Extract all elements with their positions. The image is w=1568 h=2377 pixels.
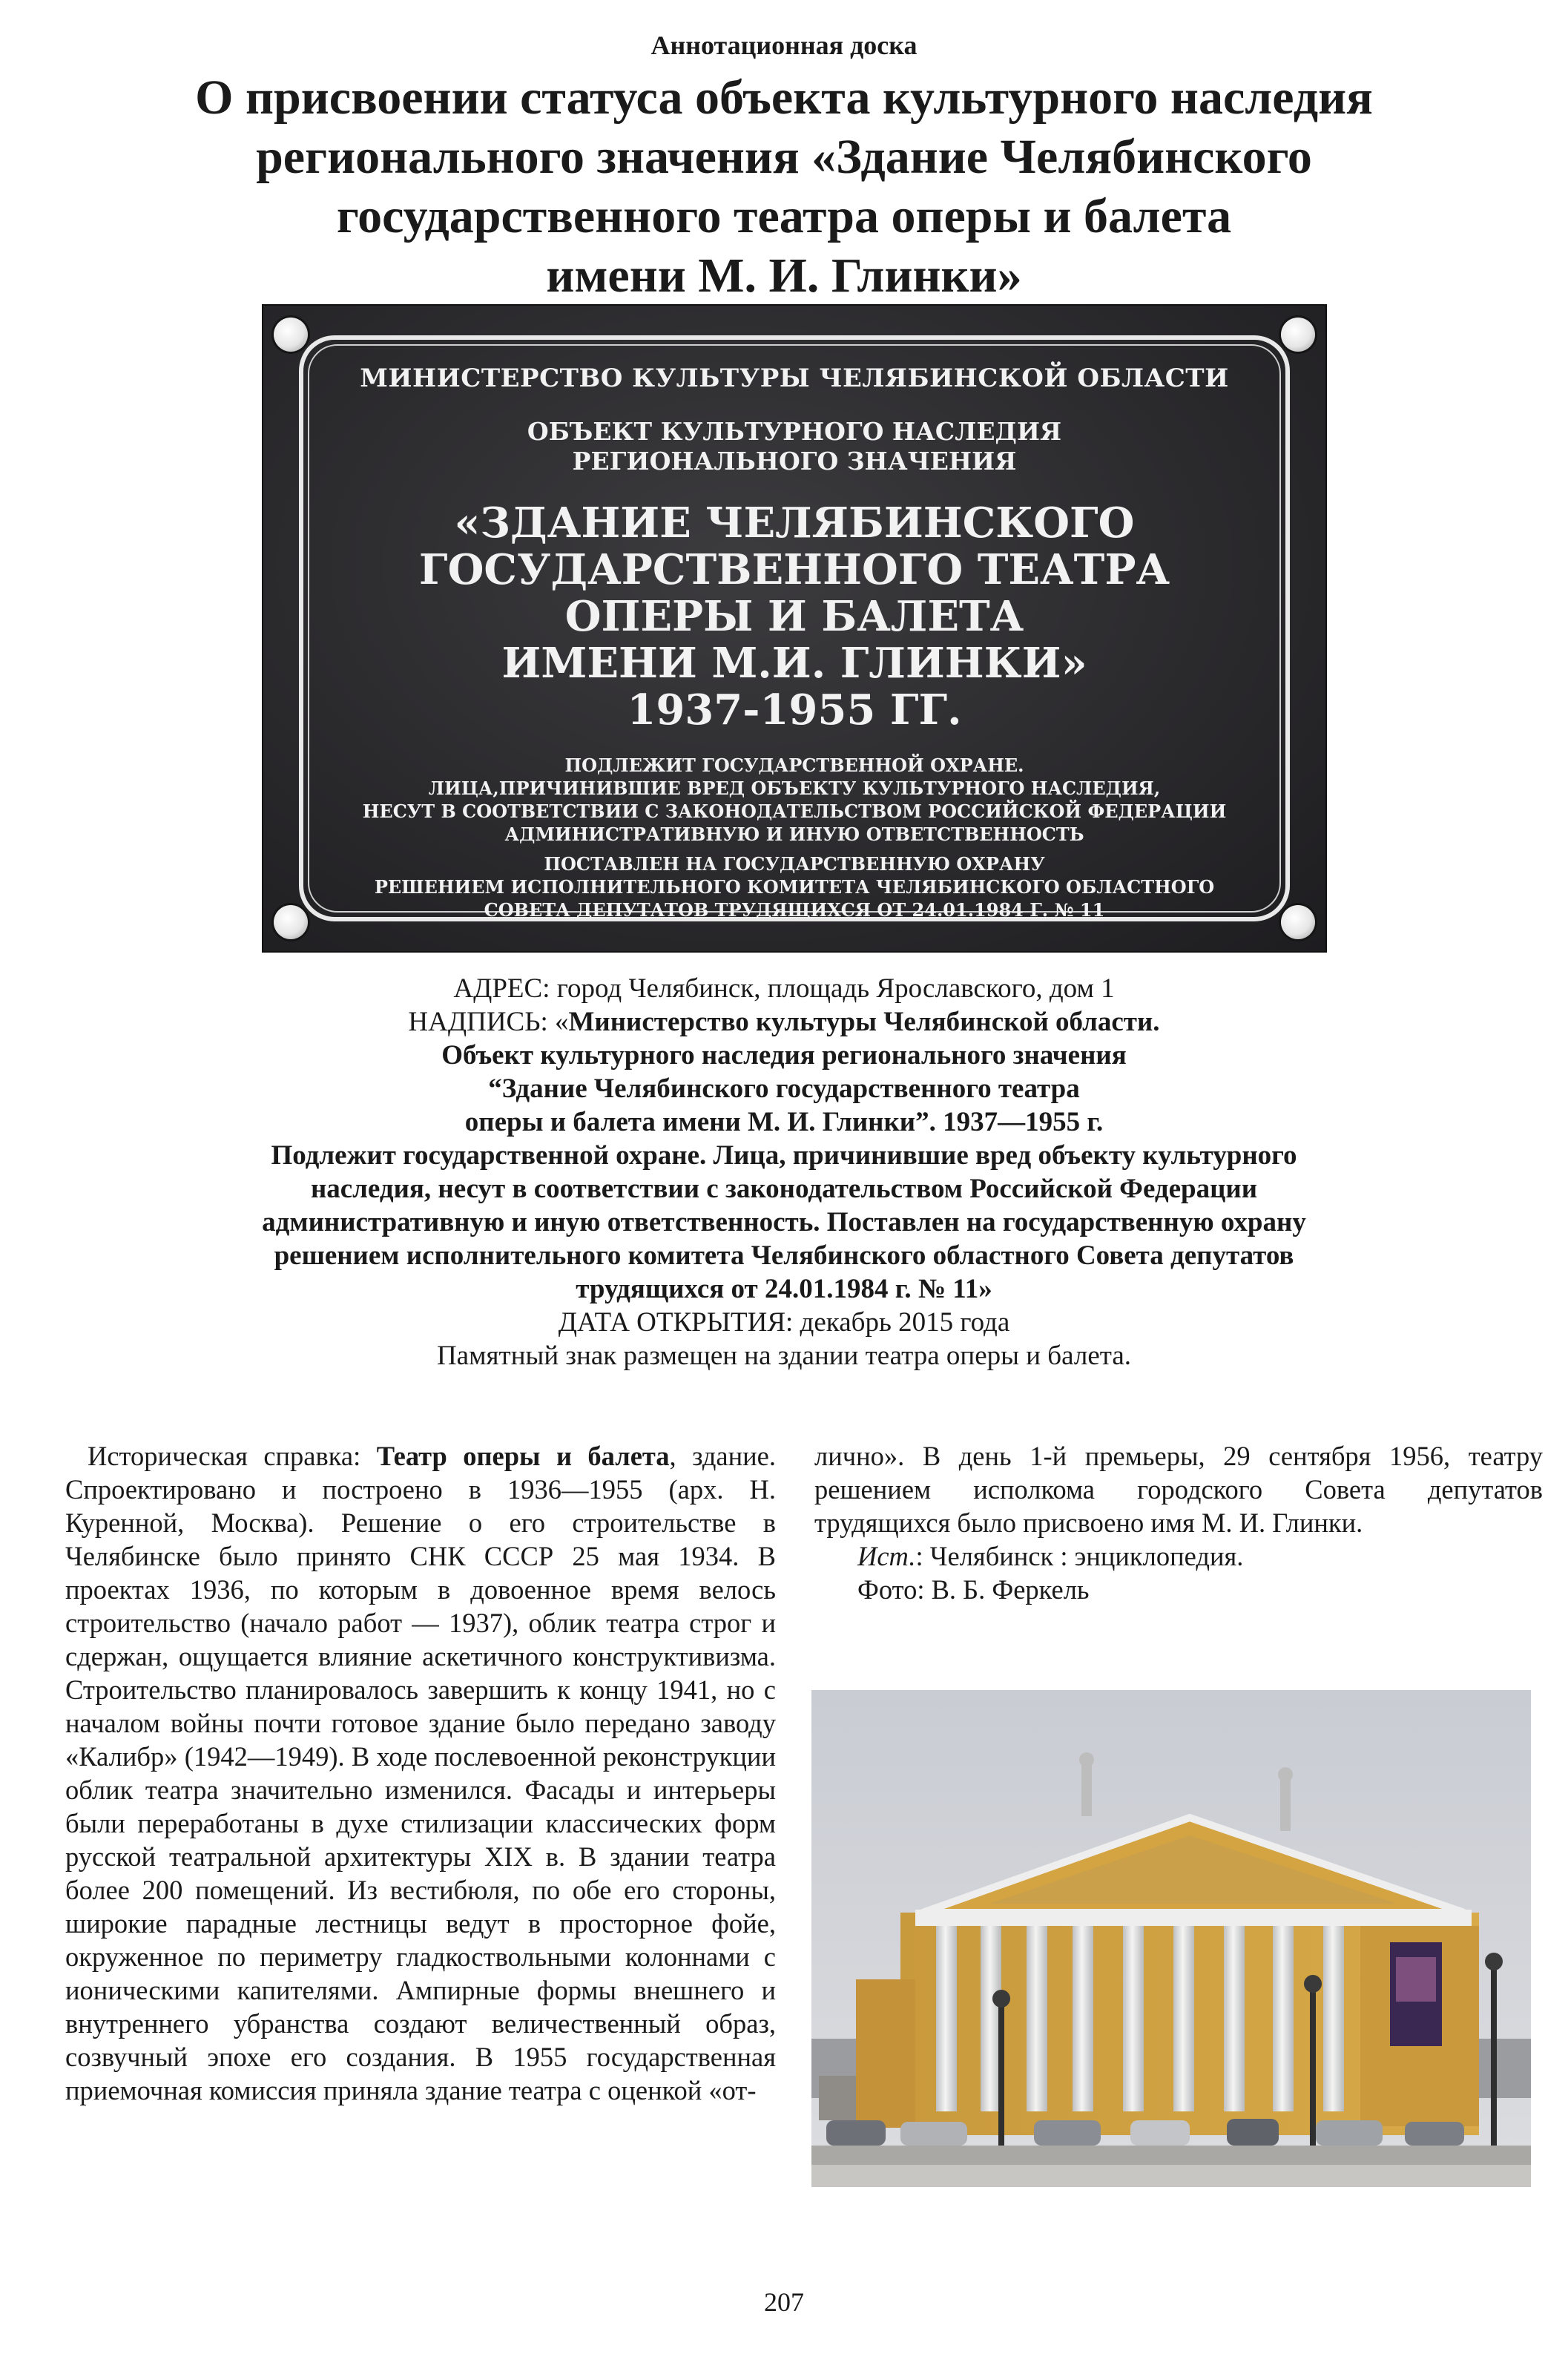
source-text: : Челябинск : энциклопедия. bbox=[915, 1541, 1244, 1571]
inscription-text: Объект культурного наследия регионального значения bbox=[441, 1040, 1127, 1071]
inscription-text: Подлежит государственной охране. Лица, причинившие вред объекту культурного bbox=[271, 1140, 1297, 1171]
photo-credit: Фото: В. Б. Феркель bbox=[857, 1574, 1090, 1605]
theatre-photo bbox=[811, 1690, 1531, 2187]
plaque-small-line: ЛИЦА,ПРИЧИНИВШИЕ ВРЕД ОБЪЕКТУ КУЛЬТУРНОГО НАСЛЕДИЯ, bbox=[428, 777, 1161, 799]
inscription-text: “Здание Челябинского государственного театра bbox=[488, 1074, 1080, 1104]
history-paragraph bbox=[65, 1439, 776, 2107]
history-column-left bbox=[65, 1439, 776, 2107]
plaque-ministry-line: МИНИСТЕРСТВО КУЛЬТУРЫ ЧЕЛЯБИНСКОЙ ОБЛАСТИ bbox=[360, 364, 1229, 393]
inscription-text: наследия, несут в соответствии с законодательством Российской Федерации bbox=[310, 1174, 1258, 1204]
history-column-right bbox=[814, 1439, 1543, 1606]
plaque-small-line: ПОСТАВЛЕН НА ГОСУДАРСТВЕННУЮ ОХРАНУ bbox=[544, 853, 1045, 875]
inscription-label: НАДПИСЬ: « bbox=[408, 1007, 569, 1037]
opening-date: ДАТА ОТКРЫТИЯ: декабрь 2015 года bbox=[558, 1307, 1010, 1338]
history-continuation: лично». В день 1-й премьеры, 29 сентября 1956, театру решением исполкома городского Совета депутатов трудящихся было присвоено имя М. И. Глинки. bbox=[814, 1441, 1543, 1538]
title-line: имени М. И. Глинки» bbox=[546, 249, 1022, 303]
plaque-name-line: ГОСУДАРСТВЕННОГО ТЕАТРА bbox=[418, 545, 1170, 594]
inscription-text: решением исполнительного комитета Челябинского областного Совета депутатов bbox=[274, 1240, 1294, 1271]
source-label: Ист. bbox=[857, 1541, 916, 1571]
history-text: , здание. Спроектировано и построено в 1936—1955 (арх. Н. Куренной, Москва). Решение о его строительстве в Челябинске было принято СНК СССР 25 мая 1934. В проектах 1936, по которым в довоенное время велось строительство (начало работ — 1937), облик театра строг и сдержан, ощущается влияние аскетичного конструктивизма. Строительство планировалось завершить к концу 1941, но с началом войны почти готовое здание было передано заводу «Калибр» (1942—1949). В ходе послевоенной реконструкции облик театра значительно изменился. Фасады и интерьеры были переработаны в духе стилизации классических форм русской театральной архитектуры XIX в. В здании театра более 200 помещений. Из вестибюля, по обе его стороны, широкие парадные лестницы ведут в просторное фойе, окруженное по периметру гладкоствольными колоннами с ионическими капителями. Ампирные формы внешнего и внутреннего убранства создают величественный образ, созвучный эпохе его создания. В 1955 государственная приемочная комиссия приняла здание театра с оценкой «от- bbox=[65, 1441, 776, 2105]
inscription-text: Министерство культуры Челябинской области. bbox=[568, 1007, 1160, 1037]
plaque-name-line: ОПЕРЫ И БАЛЕТА bbox=[564, 592, 1024, 641]
page-title bbox=[59, 68, 1509, 306]
title-line: государственного театра оперы и балета bbox=[336, 189, 1232, 243]
plaque-small-line: РЕШЕНИЕМ ИСПОЛНИТЕЛЬНОГО КОМИТЕТА ЧЕЛЯБИНСКОГО ОБЛАСТНОГО bbox=[374, 876, 1215, 898]
bolt-icon bbox=[1281, 318, 1315, 352]
inscription-text: трудящихся от 24.01.1984 г. № 11» bbox=[576, 1274, 992, 1304]
page-number: 207 bbox=[764, 2287, 804, 2317]
plaque-small-line: АДМИНИСТРАТИВНУЮ И ИНУЮ ОТВЕТСТВЕННОСТЬ bbox=[504, 823, 1084, 845]
memorial-plaque-image bbox=[263, 306, 1325, 951]
source-line bbox=[814, 1539, 1543, 1573]
plaque-details bbox=[74, 972, 1494, 1372]
plaque-heritage-line: ОБЪЕКТ КУЛЬТУРНОГО НАСЛЕДИЯ bbox=[527, 417, 1062, 446]
plaque-heritage-line: РЕГИОНАЛЬНОГО ЗНАЧЕНИЯ bbox=[572, 447, 1017, 476]
title-line: регионального значения «Здание Челябинского bbox=[256, 130, 1312, 184]
inscription-text: административную и иную ответственность. Поставлен на государственную охрану bbox=[262, 1207, 1306, 1237]
bolt-icon bbox=[274, 318, 308, 352]
inscription-line bbox=[74, 1005, 1494, 1039]
plaque-years-line: 1937-1955 ГГ. bbox=[627, 686, 962, 734]
plaque-small-line: СОВЕТА ДЕПУТАТОВ ТРУДЯЩИХСЯ ОТ 24.01.1984 Г. № 11 bbox=[484, 899, 1105, 921]
placement-note: Памятный знак размещен на здании театра оперы и балета. bbox=[436, 1341, 1132, 1371]
history-lead: Историческая справка: bbox=[88, 1441, 377, 1471]
address-line: АДРЕС: город Челябинск, площадь Ярославского, дом 1 bbox=[453, 973, 1115, 1004]
inscription-text: оперы и балета имени М. И. Глинки”. 1937—1955 г. bbox=[464, 1107, 1104, 1137]
plaque-small-line: НЕСУТ В СООТВЕТСТВИИ С ЗАКОНОДАТЕЛЬСТВОМ РОССИЙСКОЙ ФЕДЕРАЦИИ bbox=[362, 800, 1227, 822]
history-subject: Театр оперы и балета bbox=[376, 1441, 670, 1471]
plaque-name-line: ИМЕНИ М.И. ГЛИНКИ» bbox=[501, 639, 1087, 688]
document-kicker: Аннотационная доска bbox=[650, 30, 918, 60]
plaque-name-line: «ЗДАНИЕ ЧЕЛЯБИНСКОГО bbox=[454, 499, 1135, 548]
title-line: О присвоении статуса объекта культурного наследия bbox=[195, 70, 1373, 125]
plaque-small-line: ПОДЛЕЖИТ ГОСУДАРСТВЕННОЙ ОХРАНЕ. bbox=[564, 754, 1024, 776]
